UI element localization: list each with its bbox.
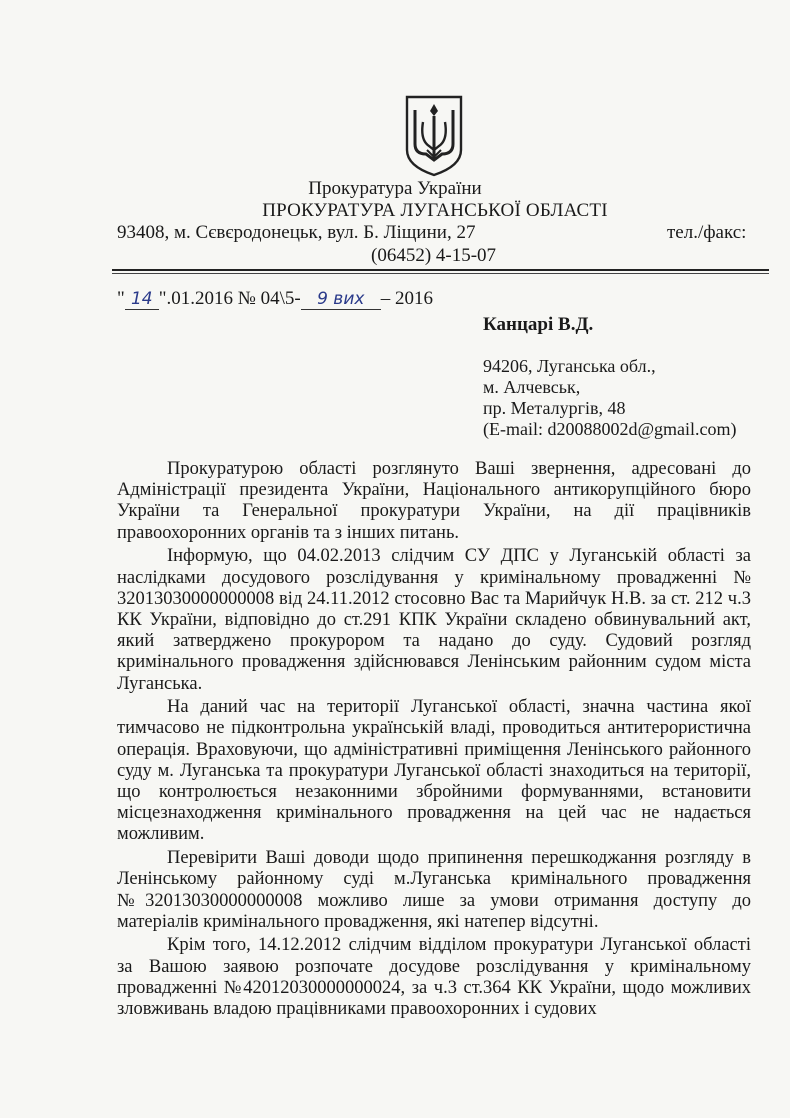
- recipient-address-line: 94206, Луганська обл.,: [483, 356, 656, 376]
- body-paragraph: На даний час на території Луганської області, значна частина якої тимчасово не підконтрольна українській владі, проводиться антитерористична операція. Враховуючи, що адміністративні приміщення Ленінського районного суду м. Луганська та прокуратури Луганської області знаходиться на території, що контролюється незаконними збройними формуваннями, встановити місцезнаходження кримінального провадження на цей час не надається можливим.: [117, 697, 751, 845]
- recipient-name: Канцарі В.Д.: [483, 314, 594, 335]
- telfax-label: тел./факс:: [667, 222, 747, 243]
- org-address: 93408, м. Сєвєродонецьк, вул. Б. Ліщини, 27: [117, 222, 476, 243]
- letter-body: [117, 459, 751, 1023]
- header-rule: [112, 269, 769, 271]
- org-name-line1: Прокуратура України: [308, 178, 482, 199]
- recipient-email: (E-mail: d20088002d@gmail.com): [483, 419, 737, 439]
- ref-date: ".01.2016 № 04\5-: [158, 288, 301, 309]
- org-name-line2: ПРОКУРАТУРА ЛУГАНСЬКОЇ ОБЛАСТІ: [262, 200, 608, 221]
- header-rule-thin: [112, 273, 769, 274]
- ref-day-handwritten: 14: [125, 289, 159, 310]
- trident-emblem-icon: [403, 94, 465, 178]
- body-paragraph: Інформую, що 04.02.2013 слідчим СУ ДПС у Луганській області за наслідками досудового розслідування у кримінальному провадженні № 32013030000000008 від 24.11.2012 стосовно Вас та Марийчук Н.В. за ст. 212 ч.3 КК України, відповідно до ст.291 КПК України складено обвинувальний акт, який затверджено прокурором та надано до суду. Судовий розгляд кримінального провадження здійснювався Ленінським районним судом міста Луганська.: [117, 546, 751, 694]
- ref-year: – 2016: [380, 288, 434, 309]
- recipient-address-line: м. Алчевськ,: [483, 377, 581, 397]
- ref-quote: ": [117, 288, 125, 309]
- body-paragraph: Крім того, 14.12.2012 слідчим відділом прокуратури Луганської області за Вашою заявою розпочате досудове розслідування у кримінальному провадженні №42012030000000024, за ч.3 ст.364 КК України, щодо можливих зловживань владою працівниками правоохоронних і судових: [117, 935, 751, 1020]
- body-paragraph: Перевірити Ваші доводи щодо припинення перешкоджання розгляду в Ленінському районному суді м.Луганська кримінального провадження №32013030000000008 можливо лише за умови отримання доступу до матеріалів кримінального провадження, які натепер відсутні.: [117, 848, 751, 932]
- recipient-address: [483, 356, 737, 440]
- reference-line: [117, 288, 433, 310]
- org-phone: (06452) 4-15-07: [371, 245, 497, 266]
- ref-number-handwritten: 9 вих: [301, 289, 381, 310]
- recipient-address-line: пр. Металургів, 48: [483, 398, 626, 418]
- body-paragraph: Прокуратурою області розглянуто Ваші звернення, адресовані до Адміністрації президента України, Національного антикорупційного бюро України та Генеральної прокуратури України, на дії працівників правоохоронних органів та з інших питань.: [117, 459, 751, 543]
